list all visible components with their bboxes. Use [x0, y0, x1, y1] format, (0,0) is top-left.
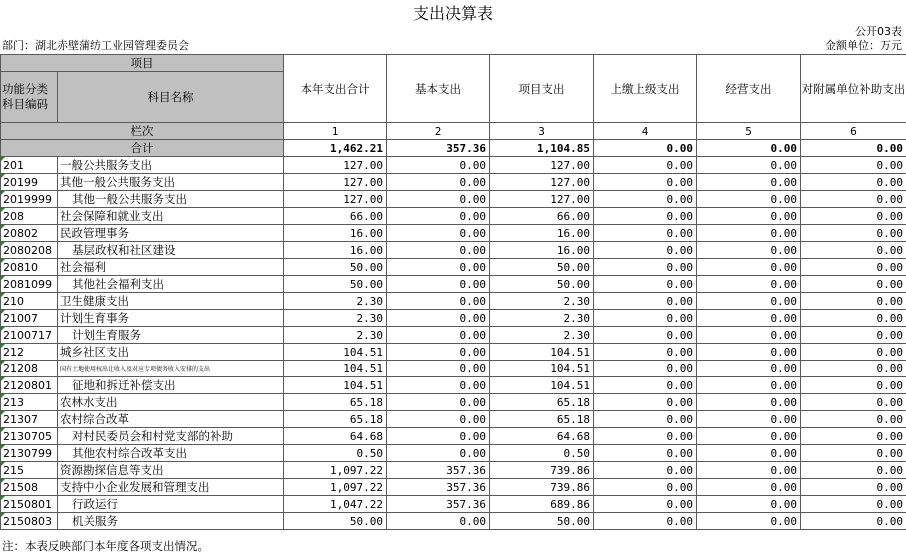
- row-name-cell[interactable]: 农林水支出: [58, 394, 284, 411]
- row-value-cell-6[interactable]: 0.00: [801, 293, 906, 310]
- row-value-cell-2[interactable]: 0.00: [387, 191, 490, 208]
- report-title: 支出决算表: [412, 4, 493, 23]
- row-value-cell-1[interactable]: 66.00: [284, 208, 387, 225]
- table-row: [1, 293, 906, 310]
- row-value-cell-4[interactable]: 0.00: [594, 259, 697, 276]
- total-value-2: 357.36: [387, 140, 490, 157]
- total-value-3: 1,104.85: [490, 140, 594, 157]
- row-value-cell-1[interactable]: 104.51: [284, 377, 387, 394]
- row-value-cell-2[interactable]: 357.36: [387, 479, 490, 496]
- row-name-cell[interactable]: 其他社会福利支出: [58, 276, 284, 293]
- row-name-cell[interactable]: 计划生育服务: [58, 327, 284, 344]
- row-value-cell-3[interactable]: 50.00: [490, 513, 594, 530]
- row-value-cell-5[interactable]: 0.00: [697, 225, 801, 242]
- row-value-cell-3[interactable]: 0.50: [490, 445, 594, 462]
- row-code-cell[interactable]: 2081099: [1, 276, 58, 293]
- row-value-cell-5[interactable]: 0.00: [697, 428, 801, 445]
- row-value-cell-5[interactable]: 0.00: [697, 377, 801, 394]
- row-name-cell[interactable]: 基层政权和社区建设: [58, 242, 284, 259]
- col-number-1: 1: [284, 123, 387, 140]
- table-row: [1, 428, 906, 445]
- total-value-6: 0.00: [801, 140, 906, 157]
- row-value-cell-4[interactable]: 0.00: [594, 361, 697, 377]
- row-value-cell-3[interactable]: 104.51: [490, 361, 594, 377]
- row-value-cell-6[interactable]: 0.00: [801, 377, 906, 394]
- row-value-cell-1[interactable]: 65.18: [284, 411, 387, 428]
- row-value-cell-4[interactable]: 0.00: [594, 513, 697, 530]
- row-value-cell-4[interactable]: 0.00: [594, 411, 697, 428]
- row-value-cell-5[interactable]: 0.00: [697, 208, 801, 225]
- row-code-cell[interactable]: 21307: [1, 411, 58, 428]
- table-row: [1, 479, 906, 496]
- row-value-cell-5[interactable]: 0.00: [697, 259, 801, 276]
- row-value-cell-2[interactable]: 0.00: [387, 513, 490, 530]
- expenditure-table: [0, 54, 906, 530]
- row-code-cell[interactable]: 2130705: [1, 428, 58, 445]
- row-value-cell-1[interactable]: 16.00: [284, 225, 387, 242]
- row-value-cell-4[interactable]: 0.00: [594, 208, 697, 225]
- row-name-cell[interactable]: 国有土地使用权出让收入及对应专项债务收入安排的支出: [58, 361, 284, 377]
- row-value-cell-1[interactable]: 0.50: [284, 445, 387, 462]
- row-value-cell-1[interactable]: 1,097.22: [284, 462, 387, 479]
- row-value-cell-4[interactable]: 0.00: [594, 394, 697, 411]
- table-row: [1, 174, 906, 191]
- row-value-cell-2[interactable]: 0.00: [387, 344, 490, 361]
- table-row: [1, 208, 906, 225]
- table-row: [1, 462, 906, 479]
- row-value-cell-3[interactable]: 127.00: [490, 191, 594, 208]
- row-value-cell-1[interactable]: 65.18: [284, 394, 387, 411]
- row-value-cell-1[interactable]: 50.00: [284, 513, 387, 530]
- row-name-cell[interactable]: 对村民委员会和村党支部的补助: [58, 428, 284, 445]
- total-label: 合计: [1, 140, 284, 157]
- row-value-cell-6[interactable]: 0.00: [801, 513, 906, 530]
- row-value-cell-1[interactable]: 2.30: [284, 327, 387, 344]
- row-value-cell-4[interactable]: 0.00: [594, 462, 697, 479]
- table-row: [1, 225, 906, 242]
- amount-unit-label: 金额单位：万元: [825, 39, 902, 52]
- row-code-cell[interactable]: 21208: [1, 361, 58, 377]
- row-value-cell-5[interactable]: 0.00: [697, 174, 801, 191]
- row-value-cell-3[interactable]: 739.86: [490, 462, 594, 479]
- row-value-cell-2[interactable]: 0.00: [387, 276, 490, 293]
- row-name-cell[interactable]: 资源勘探信息等支出: [58, 462, 284, 479]
- row-name-cell[interactable]: 农村综合改革: [58, 411, 284, 428]
- row-value-cell-4[interactable]: 0.00: [594, 276, 697, 293]
- row-value-cell-5[interactable]: 0.00: [697, 361, 801, 377]
- row-value-cell-2[interactable]: 0.00: [387, 428, 490, 445]
- row-value-cell-4[interactable]: 0.00: [594, 496, 697, 513]
- row-value-cell-3[interactable]: 104.51: [490, 344, 594, 361]
- col-number-3: 3: [490, 123, 594, 140]
- row-code-cell[interactable]: 21007: [1, 310, 58, 327]
- row-value-cell-2[interactable]: 0.00: [387, 157, 490, 174]
- row-name-cell[interactable]: 征地和拆迁补偿支出: [58, 377, 284, 394]
- row-value-cell-2[interactable]: 0.00: [387, 225, 490, 242]
- row-name-cell[interactable]: 其他一般公共服务支出: [58, 174, 284, 191]
- row-value-cell-1[interactable]: 127.00: [284, 174, 387, 191]
- row-value-cell-3[interactable]: 64.68: [490, 428, 594, 445]
- table-row: [1, 361, 906, 377]
- row-value-cell-4[interactable]: 0.00: [594, 242, 697, 259]
- total-value-5: 0.00: [697, 140, 801, 157]
- row-value-cell-3[interactable]: 2.30: [490, 310, 594, 327]
- row-value-cell-1[interactable]: 127.00: [284, 157, 387, 174]
- row-code-cell[interactable]: 215: [1, 462, 58, 479]
- row-value-cell-2[interactable]: 0.00: [387, 208, 490, 225]
- table-row: [1, 445, 906, 462]
- total-value-4: 0.00: [594, 140, 697, 157]
- row-name-cell[interactable]: 机关服务: [58, 513, 284, 530]
- row-value-cell-6[interactable]: 0.00: [801, 225, 906, 242]
- row-code-cell[interactable]: 20199: [1, 174, 58, 191]
- table-row: [1, 191, 906, 208]
- row-value-cell-2[interactable]: 0.00: [387, 445, 490, 462]
- row-value-cell-1[interactable]: 1,047.22: [284, 496, 387, 513]
- row-code-cell[interactable]: 2130799: [1, 445, 58, 462]
- row-value-cell-3[interactable]: 65.18: [490, 394, 594, 411]
- row-value-cell-5[interactable]: 0.00: [697, 276, 801, 293]
- row-value-cell-6[interactable]: 0.00: [801, 174, 906, 191]
- row-value-cell-6[interactable]: 0.00: [801, 191, 906, 208]
- form-code: 公开03表: [855, 25, 902, 38]
- header-func-code: 功能分类科目编码: [1, 72, 58, 123]
- row-name-cell[interactable]: 其他一般公共服务支出: [58, 191, 284, 208]
- row-value-cell-4[interactable]: 0.00: [594, 191, 697, 208]
- col-number-6: 6: [801, 123, 906, 140]
- row-value-cell-6[interactable]: 0.00: [801, 428, 906, 445]
- row-name-cell[interactable]: 社会保障和就业支出: [58, 208, 284, 225]
- header-col-4: 上缴上级支出: [594, 55, 697, 123]
- row-value-cell-3[interactable]: 65.18: [490, 411, 594, 428]
- col-number-2: 2: [387, 123, 490, 140]
- row-value-cell-6[interactable]: 0.00: [801, 208, 906, 225]
- row-value-cell-4[interactable]: 0.00: [594, 157, 697, 174]
- row-value-cell-3[interactable]: 50.00: [490, 259, 594, 276]
- row-value-cell-2[interactable]: 0.00: [387, 293, 490, 310]
- col-number-4: 4: [594, 123, 697, 140]
- row-value-cell-5[interactable]: 0.00: [697, 344, 801, 361]
- row-value-cell-5[interactable]: 0.00: [697, 496, 801, 513]
- row-value-cell-2[interactable]: 0.00: [387, 327, 490, 344]
- row-value-cell-5[interactable]: 0.00: [697, 462, 801, 479]
- row-value-cell-1[interactable]: 64.68: [284, 428, 387, 445]
- row-name-cell[interactable]: 支持中小企业发展和管理支出: [58, 479, 284, 496]
- row-value-cell-4[interactable]: 0.00: [594, 174, 697, 191]
- row-value-cell-3[interactable]: 127.00: [490, 157, 594, 174]
- footer-note: 注：本表反映部门本年度各项支出情况。: [2, 539, 209, 553]
- header-subject-name: 科目名称: [58, 72, 284, 123]
- row-value-cell-1[interactable]: 104.51: [284, 361, 387, 377]
- row-value-cell-2[interactable]: 0.00: [387, 310, 490, 327]
- row-value-cell-4[interactable]: 0.00: [594, 225, 697, 242]
- row-value-cell-4[interactable]: 0.00: [594, 479, 697, 496]
- row-value-cell-4[interactable]: 0.00: [594, 310, 697, 327]
- table-row: [1, 377, 906, 394]
- row-value-cell-6[interactable]: 0.00: [801, 479, 906, 496]
- header-col-2: 基本支出: [387, 55, 490, 123]
- row-value-cell-2[interactable]: 0.00: [387, 361, 490, 377]
- row-code-cell[interactable]: 2150801: [1, 496, 58, 513]
- row-value-cell-4[interactable]: 0.00: [594, 377, 697, 394]
- row-value-cell-1[interactable]: 50.00: [284, 276, 387, 293]
- row-value-cell-3[interactable]: 50.00: [490, 276, 594, 293]
- row-code-cell[interactable]: 201: [1, 157, 58, 174]
- row-value-cell-4[interactable]: 0.00: [594, 327, 697, 344]
- row-value-cell-3[interactable]: 66.00: [490, 208, 594, 225]
- row-value-cell-6[interactable]: 0.00: [801, 276, 906, 293]
- row-value-cell-5[interactable]: 0.00: [697, 242, 801, 259]
- row-code-cell[interactable]: 20802: [1, 225, 58, 242]
- row-name-cell[interactable]: 城乡社区支出: [58, 344, 284, 361]
- table-row: [1, 157, 906, 174]
- department-label: 部门：湖北赤壁蒲纺工业园管理委员会: [2, 39, 189, 52]
- row-code-cell[interactable]: 2150803: [1, 513, 58, 530]
- row-value-cell-2[interactable]: 0.00: [387, 242, 490, 259]
- row-code-cell[interactable]: 21508: [1, 479, 58, 496]
- row-code-cell[interactable]: 212: [1, 344, 58, 361]
- row-value-cell-5[interactable]: 0.00: [697, 445, 801, 462]
- table-row: [1, 259, 906, 276]
- row-value-cell-2[interactable]: 0.00: [387, 377, 490, 394]
- row-value-cell-6[interactable]: 0.00: [801, 259, 906, 276]
- row-value-cell-2[interactable]: 357.36: [387, 496, 490, 513]
- table-row: [1, 344, 906, 361]
- row-value-cell-1[interactable]: 1,097.22: [284, 479, 387, 496]
- row-code-cell[interactable]: 208: [1, 208, 58, 225]
- row-value-cell-5[interactable]: 0.00: [697, 157, 801, 174]
- row-value-cell-5[interactable]: 0.00: [697, 411, 801, 428]
- row-value-cell-2[interactable]: 0.00: [387, 394, 490, 411]
- row-value-cell-1[interactable]: 104.51: [284, 344, 387, 361]
- header-lanci: 栏次: [1, 123, 284, 140]
- row-name-cell[interactable]: 卫生健康支出: [58, 293, 284, 310]
- row-value-cell-1[interactable]: 16.00: [284, 242, 387, 259]
- table-row: [1, 327, 906, 344]
- row-value-cell-6[interactable]: 0.00: [801, 462, 906, 479]
- row-value-cell-4[interactable]: 0.00: [594, 428, 697, 445]
- table-row: [1, 276, 906, 293]
- row-value-cell-5[interactable]: 0.00: [697, 513, 801, 530]
- row-value-cell-1[interactable]: 127.00: [284, 191, 387, 208]
- table-row: [1, 496, 906, 513]
- row-value-cell-3[interactable]: 689.86: [490, 496, 594, 513]
- row-value-cell-6[interactable]: 0.00: [801, 361, 906, 377]
- row-code-cell[interactable]: 20810: [1, 259, 58, 276]
- header-item: 项目: [1, 55, 284, 72]
- row-value-cell-2[interactable]: 0.00: [387, 174, 490, 191]
- row-value-cell-6[interactable]: 0.00: [801, 496, 906, 513]
- row-value-cell-5[interactable]: 0.00: [697, 327, 801, 344]
- row-name-cell[interactable]: 社会福利: [58, 259, 284, 276]
- header-col-1: 本年支出合计: [284, 55, 387, 123]
- row-value-cell-6[interactable]: 0.00: [801, 310, 906, 327]
- row-code-cell[interactable]: 2019999: [1, 191, 58, 208]
- table-row: [1, 242, 906, 259]
- header-col-5: 经营支出: [697, 55, 801, 123]
- row-name-cell[interactable]: 计划生育事务: [58, 310, 284, 327]
- row-value-cell-5[interactable]: 0.00: [697, 293, 801, 310]
- row-value-cell-1[interactable]: 2.30: [284, 293, 387, 310]
- row-value-cell-5[interactable]: 0.00: [697, 191, 801, 208]
- row-value-cell-4[interactable]: 0.00: [594, 344, 697, 361]
- row-value-cell-5[interactable]: 0.00: [697, 394, 801, 411]
- table-row: [1, 394, 906, 411]
- row-value-cell-6[interactable]: 0.00: [801, 411, 906, 428]
- row-value-cell-3[interactable]: 127.00: [490, 174, 594, 191]
- row-value-cell-1[interactable]: 50.00: [284, 259, 387, 276]
- row-value-cell-5[interactable]: 0.00: [697, 310, 801, 327]
- header-col-6: 对附属单位补助支出: [801, 55, 906, 123]
- row-value-cell-2[interactable]: 357.36: [387, 462, 490, 479]
- row-name-cell[interactable]: 一般公共服务支出: [58, 157, 284, 174]
- row-name-cell[interactable]: 行政运行: [58, 496, 284, 513]
- table-row: [1, 513, 906, 530]
- header-col-3: 项目支出: [490, 55, 594, 123]
- row-value-cell-4[interactable]: 0.00: [594, 445, 697, 462]
- row-value-cell-3[interactable]: 16.00: [490, 225, 594, 242]
- row-value-cell-3[interactable]: 739.86: [490, 479, 594, 496]
- table-row: [1, 310, 906, 327]
- row-value-cell-4[interactable]: 0.00: [594, 293, 697, 310]
- row-value-cell-6[interactable]: 0.00: [801, 344, 906, 361]
- row-value-cell-6[interactable]: 0.00: [801, 445, 906, 462]
- row-value-cell-5[interactable]: 0.00: [697, 479, 801, 496]
- row-value-cell-3[interactable]: 2.30: [490, 293, 594, 310]
- row-value-cell-1[interactable]: 2.30: [284, 310, 387, 327]
- row-code-cell[interactable]: 2120801: [1, 377, 58, 394]
- row-name-cell[interactable]: 民政管理事务: [58, 225, 284, 242]
- row-code-cell[interactable]: 2100717: [1, 327, 58, 344]
- row-value-cell-2[interactable]: 0.00: [387, 259, 490, 276]
- row-code-cell[interactable]: 2080208: [1, 242, 58, 259]
- row-value-cell-6[interactable]: 0.00: [801, 327, 906, 344]
- row-name-cell[interactable]: 其他农村综合改革支出: [58, 445, 284, 462]
- row-value-cell-3[interactable]: 2.30: [490, 327, 594, 344]
- row-value-cell-3[interactable]: 16.00: [490, 242, 594, 259]
- row-value-cell-6[interactable]: 0.00: [801, 242, 906, 259]
- table-row: [1, 411, 906, 428]
- row-value-cell-6[interactable]: 0.00: [801, 394, 906, 411]
- row-value-cell-3[interactable]: 104.51: [490, 377, 594, 394]
- row-code-cell[interactable]: 210: [1, 293, 58, 310]
- row-value-cell-2[interactable]: 0.00: [387, 411, 490, 428]
- row-code-cell[interactable]: 213: [1, 394, 58, 411]
- col-number-5: 5: [697, 123, 801, 140]
- total-value-1: 1,462.21: [284, 140, 387, 157]
- row-value-cell-6[interactable]: 0.00: [801, 157, 906, 174]
